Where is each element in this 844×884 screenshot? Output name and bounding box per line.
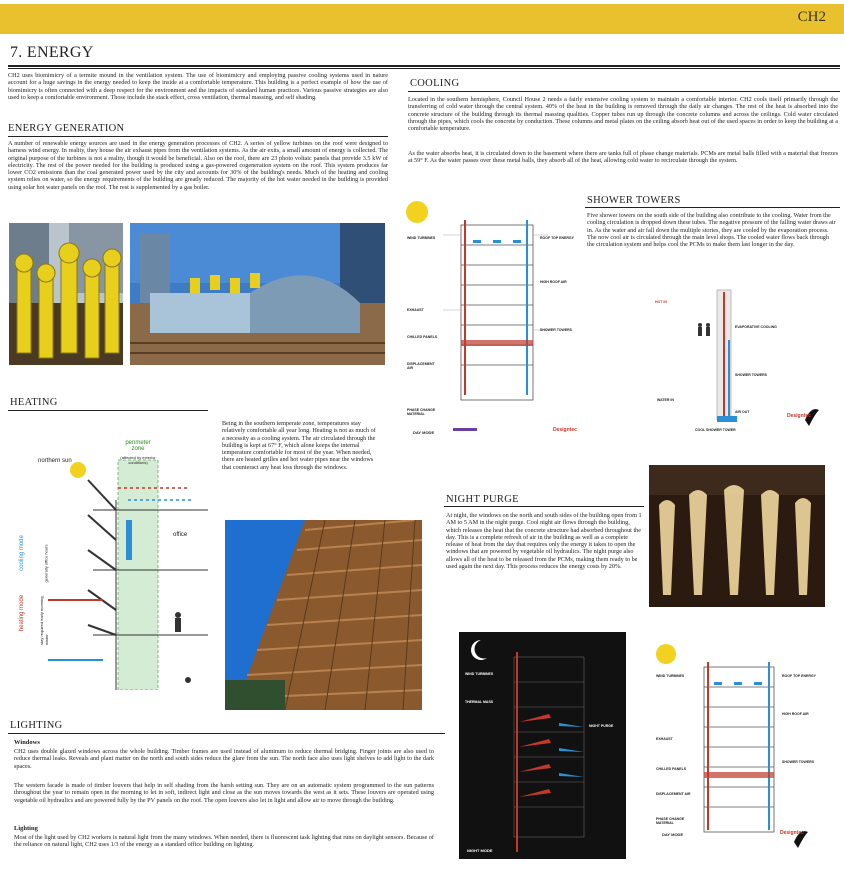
night-purge-text: At night, the windows on the north and south sides of the building open from 1 AM to 5 AM in the night purge. Cool night air flows through the building, which releases the heat that the concrete structure had absorbed throughout the day. This is a complete refresh of air in the building as well as a complete release of heat from the day that requires only the energy it takes to open the windows that are powered by vegetable oil hydraulics. The night purge also allows all of the heat to be released from the PCMs, making them ready to be used again the next day. This process reduces the energy costs by 20%.	[446, 512, 642, 571]
designtec-credit: Designtec	[780, 830, 804, 836]
shower-towers-heading: SHOWER TOWERS	[587, 195, 681, 206]
northern-sun-label: northern sun	[38, 458, 72, 464]
top-banner	[0, 4, 844, 34]
section-rule	[8, 733, 445, 734]
day-label-roof-top-energy: ROOF TOP ENERGY	[540, 236, 574, 240]
shower-towers-text: Five shower towers on the south side of the building also contribute to the cooling. Water from the cooling circulation is dropped down these tubes. The negative pressure of the falling water draws air in. As the water and air fall down the multiple stories, they are cooled by the evaporation process. The now cool air is circulated through the main level shops. The cooled water flows back through the circulation system and helps cool the PCMs to make them last longer in the day.	[587, 212, 836, 249]
shower-label-towers: SHOWER TOWERS	[735, 373, 768, 377]
perimeter-zone-label: perimeter zone	[125, 440, 151, 452]
project-code: CH2	[797, 9, 826, 25]
shower-towers-night-photo	[649, 465, 825, 607]
turbines-photo	[9, 223, 123, 365]
shower-label-hot-in: HOT IN	[655, 300, 667, 304]
section-rule	[8, 136, 388, 137]
day2-label-shower-towers: SHOWER TOWERS	[782, 760, 815, 764]
day2-mode-caption: DAY MODE	[662, 832, 684, 837]
day-mode-caption: DAY MODE	[413, 430, 435, 435]
section-rule	[444, 506, 644, 507]
cooling-text-1: Located in the southern hemisphere, Council House 2 needs a fairly extensive cooling system to maintain a comfortable interior. CH2 cools itself primarily through the transferring of cold water through the central system. 40% of the heat in the building is removed through the daily air changes. The rest of the heat is absorbed into the concrete structure of the building through its thermal massing qualities. Copper tubes run up through the concrete columns and across the ceilings. Cold water circulated through the pipes, which cools the concrete by conduction. These columns and metal plates on the ceiling absorb heat out of the used spaces in order to keep the building at a comfortable temperature.	[408, 96, 838, 133]
lighting-text: Most of the light used by CH2 workers is natural light from the many windows. When needed, there is fluorescent task lighting that runs on daylight sensors. Because of the reliance on natural light, CH2 uses 1/3 of the energy as a standard office building on lighting.	[14, 834, 434, 849]
night-mode-caption: NIGHT MODE	[467, 848, 493, 853]
windows-text-1: CH2 uses double glazed windows across the whole building. Timber frames are used instead of aluminum to reduce thermal bridging. Finger joints are also used to reduce thermal leaks. Reveals and plant matter on the north and south sides reduce the glare from the sun. The north face also uses light shelves to add light to the dark spaces.	[14, 748, 434, 770]
day2-label-exhaust: EXHAUST	[656, 737, 673, 741]
day-label-shower-towers: SHOWER TOWERS	[540, 328, 573, 332]
designtec-credit: Designtec	[787, 413, 811, 419]
night-mode-diagram	[459, 632, 626, 859]
night-label-purge: NIGHT PURGE	[589, 724, 614, 728]
section-rule	[408, 91, 840, 92]
shower-caption: COOL SHOWER TOWER	[695, 428, 736, 432]
energy-generation-text: A number of renewable energy sources are used in the energy generation processes of CH2. A series of yellow turbines on the roof were designed to harness wind energy. In reality, they house the air exhaust pipes from the ventilation systems. As the air exits, a small amount of energy is collected. The original purpose of the turbines is not a reality, though it would be beneficial. Also on the roof, there are 23 photo voltaic panels that provide 3.5 kW of electricity. The rest of the power needed for the building is produced using a gas-powered cogeneration system on the roof. This system produces far lower CO2 emissions than the coal generated power used by the city and accounts for 30% of the building's needs. Much of the heating and cooling system relies on water, so the energy requirements of the building are greatly reduced. The majority of the hot water needed in the building is provided using solar hot water panels on the roof. The rest is supplemented by a gas boiler.	[8, 140, 388, 191]
heating-mode-note: stay required early morning, winter	[39, 595, 49, 645]
day-label-high-roof-air: HIGH ROOF AIR	[540, 280, 567, 284]
timber-facade-photo	[225, 520, 422, 710]
cooling-mode-label: cooling mode	[18, 535, 25, 571]
heating-heading: HEATING	[10, 397, 58, 408]
office-label: office	[173, 532, 188, 538]
cooling-heading: COOLING	[410, 78, 460, 89]
day-mode-diagram-2	[654, 642, 832, 857]
cooling-text-2: As the water absorbs heat, it is circulated down to the basement where there are tanks full of phase change materials. PCMs are metal balls filled with a material that freezes at 59° F. As the water passes over these metal balls, they absorb all of the heat, allowing cold water to recirculate through the system.	[408, 150, 838, 165]
windows-text-2: The western facade is made of timber louvers that help in self shading from the harsh setting sun. They are on an automatic system programmed to the sun patterns throughout the year to remain open in the morning to let in soft, indirect light and close as the sun moves towards the west as it sets. These louvers are operated using vegetable oil hydraulics and are powered fully by the PV panels on the roof. The open louvers also let in light and allow air to move through the building.	[14, 782, 434, 804]
night-label-thermal-mass: THERMAL MASS	[465, 700, 494, 704]
day2-label-phase-change: PHASE CHANGE MATERIAL	[656, 817, 685, 825]
perimeter-zone-note: (affected by exterior conditions)	[120, 455, 156, 465]
section-rule	[585, 207, 840, 208]
roof-photo	[130, 223, 385, 365]
shower-label-evaporative: EVAPORATIVE COOLING	[735, 325, 777, 329]
day2-label-chilled-panels: CHILLED PANELS	[656, 767, 687, 771]
day-label-chilled-panels: CHILLED PANELS	[407, 335, 438, 339]
day-label-phase-change: PHASE CHANGE MATERIAL	[407, 408, 436, 416]
shower-label-air-out: AIR OUT	[735, 410, 750, 414]
night-purge-heading: NIGHT PURGE	[446, 494, 519, 505]
lighting-subheading: Lighting	[14, 825, 38, 832]
energy-generation-heading: ENERGY GENERATION	[8, 123, 125, 134]
day2-label-roof-top-energy: ROOF TOP ENERGY	[782, 674, 816, 678]
designtec-credit: Designtec	[553, 427, 577, 433]
day2-label-wind-turbines: WIND TURBINES	[656, 674, 685, 678]
title-rule	[8, 65, 840, 67]
day-label-wind-turbines: WIND TURBINES	[407, 236, 436, 240]
heating-diagram	[18, 440, 208, 690]
day-mode-diagram	[403, 200, 581, 442]
day2-label-displacement-air: DISPLACEMENT AIR	[656, 792, 691, 796]
heating-mode-label: heating mode	[19, 594, 26, 632]
title-rule-secondary	[8, 68, 840, 69]
night-label-wind-turbines: WIND TURBINES	[465, 672, 494, 676]
day-label-displacement-air: DISPLACEMENT AIR	[407, 362, 435, 370]
cooling-mode-note: generally office hours	[43, 544, 49, 583]
heating-text: Being in the southern temperate zone, temperatures stay relatively comfortable all year long. Heating is not as much of a necessity as a cooling system. The air circulated through the building is kept at 67° F, which alone keeps the internal temperature comfortable for most of the year. When needed, there are heated grilles and hot water pipes near the windows that counteract any heat loss through the windows.	[222, 420, 376, 471]
day2-label-high-roof-air: HIGH ROOF AIR	[782, 712, 809, 716]
shower-tower-diagram	[655, 280, 830, 438]
windows-subheading: Windows	[14, 739, 40, 746]
day-label-exhaust: EXHAUST	[407, 308, 424, 312]
shower-label-water-in: WATER IN	[657, 398, 674, 402]
intro-text: CH2 uses biomimicry of a termite mound in the ventilation system. The use of biomimicry and employing passive cooling systems used in nature account for a huge savings in the energy needed to keep the inside at a comfortable temperature. This building is a perfect example of how the use of biomimicry is often connected with a deep respect for the environment and the impacts of standard human practices. Various passive strategies are also used to keep a comfortable environment. Those include the stack effect, cross ventilation, thermal massing, and self shading.	[8, 72, 388, 101]
lighting-heading: LIGHTING	[10, 720, 63, 731]
section-rule	[8, 410, 208, 411]
page-title: 7. ENERGY	[10, 44, 94, 61]
